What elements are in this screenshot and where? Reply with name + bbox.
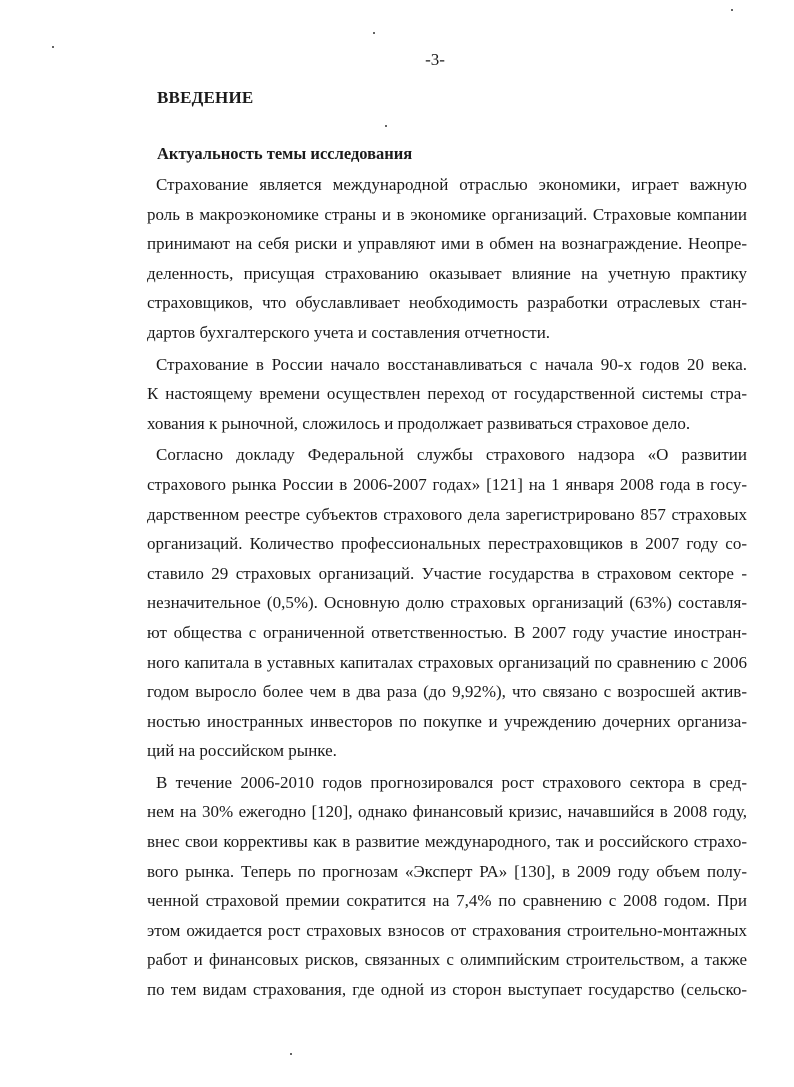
paragraph [147, 350, 747, 439]
paragraph [147, 170, 747, 348]
scan-speck [731, 9, 733, 11]
text-line: ций на российском рынке. [147, 741, 337, 761]
paragraph [147, 440, 747, 766]
text-line: К настоящему времени осуществлен переход от государственной системы стра- [147, 384, 747, 404]
text-line: по тем видам страхования, где одной из сторон выступает государство (сельско- [147, 980, 747, 1000]
scan-speck [373, 32, 375, 34]
text-line: деленность, присущая страхованию оказывает влияние на учетную практику [147, 263, 747, 283]
document-body [147, 170, 747, 1005]
text-line: вого рынка. Теперь по прогнозам «Эксперт РА» [130], в 2009 году объем полу- [147, 861, 747, 881]
page-title: ВВЕДЕНИЕ [157, 88, 254, 107]
scan-speck [385, 125, 387, 127]
text-line: ченной страховой премии сократится на 7,4% по сравнению с 2008 годом. При [147, 891, 747, 911]
text-line: Согласно докладу Федеральной службы страхового надзора «О развитии [156, 445, 747, 465]
text-line: роль в макроэкономике страны и в экономике организаций. Страховые компании [147, 204, 747, 224]
text-line: годом выросло более чем в два раза (до 9,92%), что связано с возросшей актив- [147, 682, 747, 702]
text-line: внес свои коррективы как в развитие международного, так и российского страхо- [147, 832, 747, 852]
scan-speck [52, 46, 54, 48]
text-line: ного капитала в уставных капиталах страховых организаций по сравнению с 2006 [147, 652, 747, 672]
text-line: нем на 30% ежегодно [120], однако финансовый кризис, начавшийся в 2008 году, [147, 802, 747, 822]
text-line: ностью иностранных инвесторов по покупке и учреждению дочерних организа- [147, 711, 747, 731]
text-line: Страхование в России начало восстанавливаться с начала 90-х годов 20 века. [156, 354, 747, 374]
text-line: страхового рынка России в 2006-2007 годах» [121] на 1 января 2008 года в госу- [147, 474, 747, 494]
text-line: работ и финансовых рисков, связанных с олимпийским строительством, а также [147, 950, 747, 970]
text-line: страховщиков, что обуславливает необходимость разработки отраслевых стан- [147, 293, 747, 313]
text-line: этом ожидается рост страховых взносов от страхования строительно-монтажных [147, 920, 747, 940]
text-line: ют общества с ограниченной ответственностью. В 2007 году участие иностран- [147, 622, 747, 642]
text-line: Страхование является международной отраслью экономики, играет важную [156, 175, 747, 194]
text-line: незначительное (0,5%). Основную долю страховых организаций (63%) составля- [147, 593, 747, 613]
text-line: дартов бухгалтерского учета и составления отчетности. [147, 322, 551, 342]
text-line: организаций. Количество профессиональных перестраховщиков в 2007 году со- [147, 534, 747, 554]
text-line: ставило 29 страховых организаций. Участие государства в страховом секторе - [147, 563, 747, 583]
section-subtitle: Актуальность темы исследования [157, 144, 413, 163]
scan-speck [290, 1053, 292, 1055]
paragraph [147, 768, 747, 1005]
text-line: хования к рыночной, сложилось и продолжает развиваться страховое дело. [147, 413, 691, 433]
page-number: -3- [425, 50, 445, 69]
text-line: принимают на себя риски и управляют ими в обмен на вознаграждение. Неопре- [147, 234, 747, 254]
text-line: В течение 2006-2010 годов прогнозировался рост страхового сектора в сред- [156, 772, 747, 792]
text-line: дарственном реестре субъектов страхового дела зарегистрировано 857 страховых [147, 504, 747, 524]
